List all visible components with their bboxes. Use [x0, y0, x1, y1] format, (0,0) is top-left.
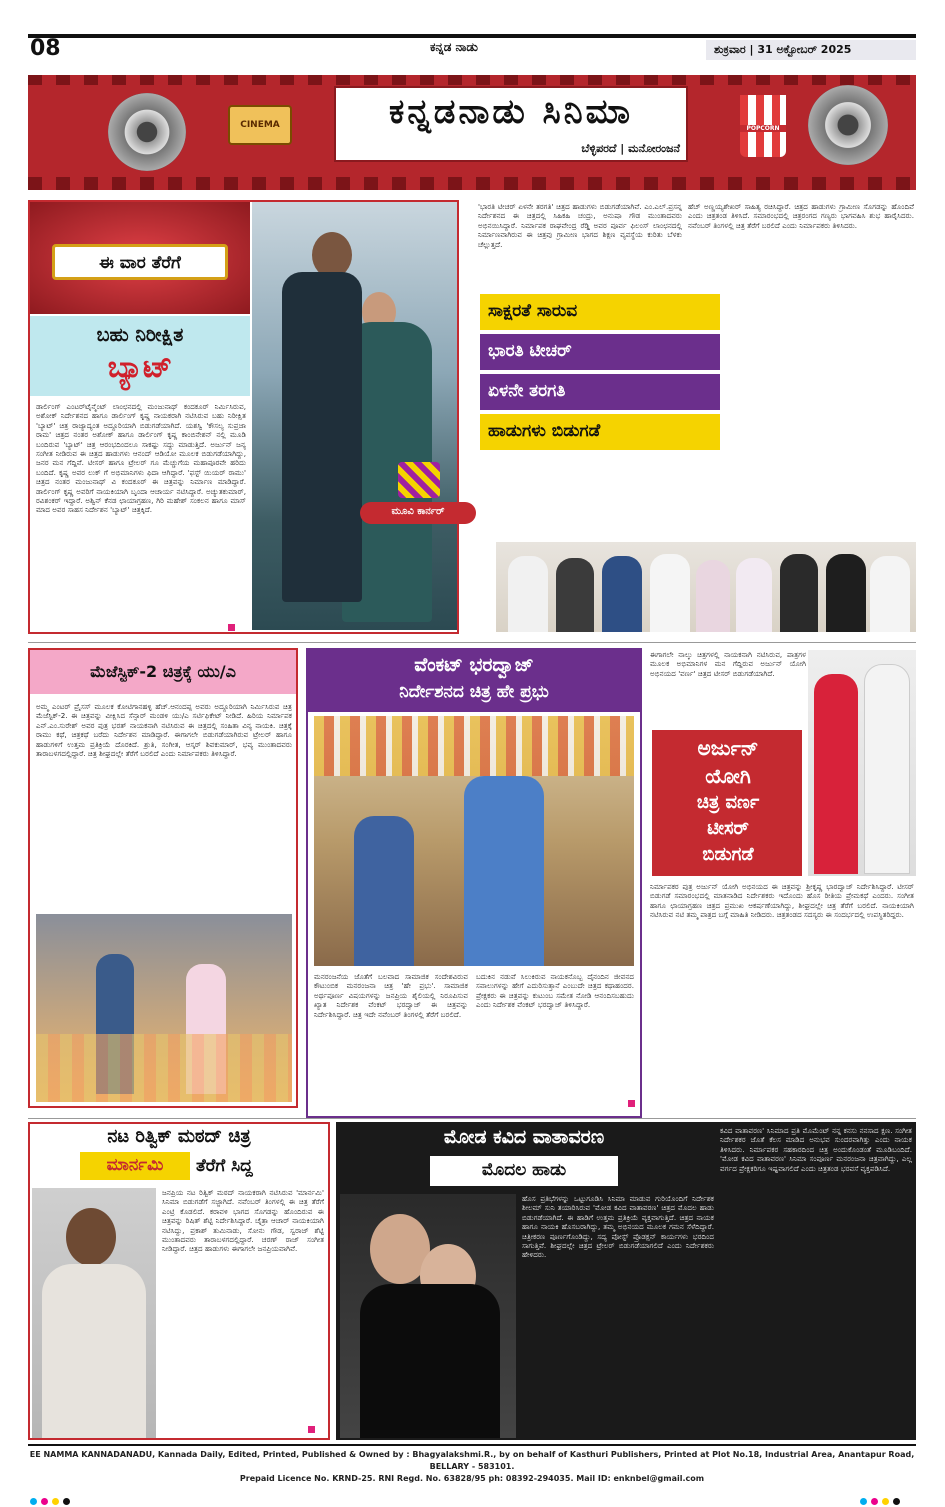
banner-title: ಕನ್ನಡನಾಡು ಸಿನಿಮಾ [389, 92, 633, 132]
bharathi-headline-2: ಭಾರತಿ ಟೀಚರ್ [480, 334, 720, 370]
arjun-photo [808, 650, 916, 876]
section-divider [28, 642, 916, 643]
header-rule [28, 34, 916, 38]
bharathi-team-photo [496, 542, 916, 632]
clapper-icon [398, 462, 440, 498]
issue-date: ಶುಕ್ರವಾರ | 31 ಅಕ್ಟೋಬರ್ 2025 [706, 40, 916, 60]
movie-corner-badge [360, 462, 476, 538]
arjun-article: ನಿರ್ಮಾಪಕರ ಪುತ್ರ ಅರ್ಜುನ್ ಯೋಗಿ ಅಭಿನಯದ ಈ ಚಿತ್ರವನ್ನು ಶ್ರೀಕೃಷ್ಣ ಭಾರದ್ವಾಜ್ ನಿರ್ದೇಶಿಸಿದ್ದಾರೆ. ಟೀಸರ್ ಬಿಡುಗಡೆ ಸಮಾರಂಭದಲ್ಲಿ ಮಾತನಾಡಿದ ನಿರ್ದೇಶಕರು ಇದೊಂದು ಹೊಸ ರೀತಿಯ ಪ್ರೇಮಕಥೆ ಎಂದರು. ಸಂಗೀತ ಹಾಗೂ ಛಾಯಾಗ್ರಹಣ ಚಿತ್ರದ ಪ್ರಮುಖ ಆಕರ್ಷಣೆಯಾಗಿದ್ದು, ಶೀಘ್ರದಲ್ಲೇ ಚಿತ್ರ ತೆರೆಗೆ ಬರಲಿದೆ. ನಾಯಕಿಯಾಗಿ ನಟಿಸಿರುವ ನಟಿ ತಮ್ಮ ಪಾತ್ರದ ಬಗ್ಗೆ ಮಾಹಿತಿ ನೀಡಿದರು. ಚಿತ್ರತಂಡದ ಸದಸ್ಯರು ಈ ಸಂದರ್ಭದಲ್ಲಿ ಉಪಸ್ಥಿತರಿದ್ದರು. [650, 882, 914, 920]
section-divider [28, 1118, 916, 1119]
majestic-article: ಅಮ್ಮ ಎಂಟರ್ ಪ್ರೈಸಸ್ ಮೂಲಕ ಕೋಟಿಗಾನಹಳ್ಳಿ ಹೆಚ್.ಆನಂದಪ್ಪ ಅವರು ಅದ್ದೂರಿಯಾಗಿ ನಿರ್ಮಿಸಿರುವ ಚಿತ್ರ ಮೆಜೆಸ್ಟಿಕ್-2. ಈ ಚಿತ್ರವನ್ನು ವೀಕ್ಷಿಸಿದ ಸೆನ್ಸಾರ್ ಮಂಡಳಿ ಯು/ಎ ಸರ್ಟಿಫಿಕೇಟ್ ನೀಡಿದೆ. ಹಿರಿಯ ನಿರ್ಮಾಪಕ ಎನ್.ಎಂ.ಸುರೇಶ್ ಅವರ ಪುತ್ರ ಭರತ್ ನಾಯಕನಾಗಿ ನಟಿಸಿರುವ ಈ ಚಿತ್ರದಲ್ಲಿ ಸಂಹಿತಾ ವಿನ್ಯ ನಾಯಕಿ. ಚಿತ್ರಕ್ಕೆ ರಾಮು ಕಥೆ, ಚಿತ್ರಕಥೆ ಬರೆದು ನಿರ್ದೇಶನ ಮಾಡಿದ್ದಾರೆ. ಈಗಾಗಲೇ ಬಿಡುಗಡೆಯಾಗಿರುವ ಟ್ರೇಲರ್ ಹಾಗೂ ಹಾಡುಗಳಿಗೆ ಉತ್ತಮ ಪ್ರತಿಕ್ರಿಯೆ ದೊರಕಿದೆ. ಶ್ರುತಿ, ಸಂಗೀತ, ಆಸ್ಕರ್ ಶಿವಕುಮಾರ್, ಭವ್ಯ ಮುಂತಾದವರು ತಾರಾಬಳಗದಲ್ಲಿದ್ದಾರೆ. ಚಿತ್ರ ಶೀಘ್ರದಲ್ಲೇ ತೆರೆಗೆ ಬರಲಿದೆ ಎಂದು ನಿರ್ಮಾಪಕರು ತಿಳಿಸಿದ್ದಾರೆ. [36, 702, 292, 759]
color-registration-left [30, 1490, 74, 1507]
end-mark [228, 624, 235, 631]
movie-corner-label: ಮೂವಿ ಕಾರ್ನರ್ [360, 502, 476, 524]
film-reel-icon [108, 93, 186, 171]
majestic-headline: ಮೆಜೆಸ್ಟಿಕ್-2 ಚಿತ್ರಕ್ಕೆ ಯು/ಎ [30, 650, 296, 694]
arjun-intro: ಈಗಾಗಲೇ ನಾಲ್ಕು ಚಿತ್ರಗಳಲ್ಲಿ ನಾಯಕನಾಗಿ ನಟಿಸಿರುವ, ಪಾತ್ರಗಳ ಮೂಲಕ ಅಭಿಮಾನಿಗಳ ಮನ ಗೆದ್ದಿರುವ ಅರ್ಜುನ್ ಯೋಗಿ ಅಭಿನಯದ 'ವರ್ಣ' ಚಿತ್ರದ ಟೀಸರ್ ಬಿಡುಗಡೆಯಾಗಿದೆ. [650, 650, 806, 678]
cinema-sign: CINEMA [228, 105, 292, 145]
rithik-headline-3: ತೆರೆಗೆ ಸಿದ್ದ [196, 1156, 253, 1176]
film-reel-right-icon [808, 85, 888, 165]
venkat-photo [314, 716, 634, 966]
bharathi-headline-1: ಸಾಕ್ಷರತೆ ಸಾರುವ [480, 294, 720, 330]
arjun-headline-5: ಬಿಡುಗಡೆ [702, 844, 754, 865]
footer [28, 1444, 916, 1484]
rithik-photo [32, 1188, 156, 1438]
banner-subtitle: ಬೆಳ್ಳಿಪರದೆ | ಮನೋರಂಜನೆ [581, 142, 680, 155]
end-mark [628, 1100, 635, 1107]
bharathi-intro-left: 'ಭಾರತಿ ಟೀಚರ್ ಏಳನೇ ತರಗತಿ' ಚಿತ್ರದ ಹಾಡುಗಳು ಬಿಡುಗಡೆಯಾಗಿವೆ. ಎಂ.ಎಲ್.ಪ್ರಸನ್ನ ನಿರ್ದೇಶನದ ಈ ಚಿತ್ರದಲ್ಲಿ ಸಿಹಿಕಹಿ ಚಂದ್ರು, ಅನುಷಾ ಗೌಡ ಮುಂತಾದವರು ಅಭಿನಯಿಸಿದ್ದಾರೆ. ನಿರ್ಮಾಪಕ ರಾಘವೇಂದ್ರ ರೆಡ್ಡಿ ಅವರ ಪೂರ್ವ ಫಿಲಂಸ್ ಲಾಂಛನದಲ್ಲಿ ನಿರ್ಮಾಣವಾಗಿರುವ ಈ ಚಿತ್ರವು ಗ್ರಾಮೀಣ ಭಾಗದ ಶಿಕ್ಷಣ ವ್ಯವಸ್ಥೆಯ ಕುರಿತು ಬೆಳಕು ಚೆಲ್ಲುತ್ತದೆ. [478, 202, 682, 249]
color-registration-right [860, 1490, 904, 1507]
footer-line-2: Prepaid Licence No. KRND-25. RNI Regd. No. 63828/95 ph: 08392-294035. Mail ID: enknbel@gmail.com [239, 1474, 705, 1483]
bharathi-headline-3: ಏಳನೇ ತರಗತಿ [480, 374, 720, 410]
rithik-headline-1: ನಟ ರಿತ್ವಿಕ್ ಮಠದ್ ಚಿತ್ರ [107, 1126, 251, 1147]
venkat-article-right: ಬದುಕಿನ ನಡುವೆ ಸಿಲುಕಿರುವ ನಾಯಕನೊಬ್ಬ ದೈನಂದಿನ ಜೀವನದ ಸವಾಲುಗಳನ್ನು ಹೇಗೆ ಎದುರಿಸುತ್ತಾನೆ ಎಂಬುದೇ ಚಿತ್ರದ ಕಥಾಹಂದರ. ಪ್ರೇಕ್ಷಕರು ಈ ಚಿತ್ರವನ್ನು ಕುಟುಂಬ ಸಮೇತ ನೋಡಿ ಆನಂದಿಸಬಹುದು ಎಂದು ನಿರ್ದೇಶಕ ವೆಂಕಟ್ ಭರದ್ವಾಜ್ ತಿಳಿಸಿದ್ದಾರೆ. [476, 972, 634, 1010]
moda-article-right: ಕವಿದ ವಾತಾವರಣ' ಸಿನಿಮಾದ ಪ್ರತಿ ಮೊಮೆಂಟ್ ನನ್ನ ಕನಸು ನನಸಾದ ಕ್ಷಣ. ಸಂಗೀತ ನಿರ್ದೇಶಕರ ಜೊತೆ ಕೆಲಸ ಮಾಡಿದ ಅನುಭವ ಸುಂದರವಾಗಿತ್ತು ಎಂದು ನಾಯಕ ತಿಳಿಸಿದರು. ನಿರ್ಮಾಪಕರ ಸಹಕಾರದಿಂದ ಚಿತ್ರ ಅಂದುಕೊಂಡಂತೆ ಮೂಡಿಬಂದಿದೆ. 'ಮೋಡ ಕವಿದ ವಾತಾವರಣ' ಸಿನಿಮಾ ಸಂಪೂರ್ಣ ಮನರಂಜನಾ ಚಿತ್ರವಾಗಿದ್ದು, ಎಲ್ಲ ವರ್ಗದ ಪ್ರೇಕ್ಷಕರಿಗೂ ಇಷ್ಟವಾಗಲಿದೆ ಎಂದು ಚಿತ್ರತಂಡ ಭರವಸೆ ವ್ಯಕ್ತಪಡಿಸಿದೆ. [720, 1126, 912, 1173]
bat-article: ಡಾರ್ಲಿಂಗ್ ಎಂಟರ್‌ಟೈನ್ಮೆಂಟ್ ಲಾಂಛನದಲ್ಲಿ ಮಂಜುನಾಥ್ ಕಂದಕೂರ್ ನಿರ್ಮಿಸಿರುವ, ಅಶೋಕ್ ನಿರ್ದೇಶನದ ಹಾಗೂ ಡಾರ್ಲಿಂಗ್ ಕೃಷ್ಣ ನಾಯಕರಾಗಿ ನಟಿಸಿರುವ ಬಹು ನಿರೀಕ್ಷಿತ 'ಬ್ಯಾಟ್' ಚಿತ್ರ ರಾಜ್ಯಾದ್ಯಂತ ಅದ್ದೂರಿಯಾಗಿ ಬಿಡುಗಡೆಯಾಗಿದೆ. ಯಶಸ್ವಿ 'ಕೌಸಲ್ಯ ಸುಪ್ರಜಾ ರಾಮ' ಚಿತ್ರದ ನಂತರ ಅಶೋಕ್ ಹಾಗೂ ಡಾರ್ಲಿಂಗ್ ಕೃಷ್ಣ ಕಾಂಬಿನೇಶನ್ ನಲ್ಲಿ ಮೂಡಿ ಬಂದಿರುವ 'ಬ್ಯಾಟ್' ಚಿತ್ರ ಆರಂಭದಿಂದಲೂ ಸಾಕಷ್ಟು ಸದ್ದು ಮಾಡುತ್ತಿದೆ. ಅರ್ಜುನ್ ಜನ್ಯ ಸಂಗೀತ ನೀಡಿರುವ ಈ ಚಿತ್ರದ ಹಾಡುಗಳು ಆನಂದ್ ಆಡಿಯೋ ಮೂಲಕ ಬಿಡುಗಡೆಯಾಗಿದ್ದು, ಜನರ ಮನ ಗೆದ್ದಿವೆ. ಟೀಸರ್ ಹಾಗೂ ಟ್ರೇಲರ್ ಗೂ ಮೆಚ್ಚುಗೆಯ ಮಹಾಪೂರವೇ ಹರಿದು ಬಂದಿದೆ. ಕೃಷ್ಣ ಅವರ ಲುಕ್ ಗೆ ಅಭಿಮಾನಿಗಳು ಫಿದಾ ಆಗಿದ್ದಾರೆ. 'ಫಸ್ಟ್ ಯಿಯರ್ ರಾಮು' ಚಿತ್ರದ ನಂತರ ಮಂಜುನಾಥ್ ವಿ ಕಂದಕೂರ್ ಈ ಚಿತ್ರವನ್ನು ನಿರ್ಮಾಣ ಮಾಡಿದ್ದಾರೆ. ಡಾರ್ಲಿಂಗ್ ಕೃಷ್ಣ ಅವರಿಗೆ ನಾಯಕಿಯಾಗಿ ಬೃಂದಾ ಆಚಾರ್ಯ ನಟಿಸಿದ್ದಾರೆ. ಅಚ್ಯುತಕುಮಾರ್, ರವಿಶಂಕರ್ ಇದ್ದಾರೆ. ಅಶ್ವಿನ್ ಕೆನಡ ಛಾಯಾಗ್ರಹಣ, ಗಿರಿ ಮಹೇಶ್ ಸಂಕಲನ ಹಾಗೂ ಮಾಸ್ ಮಾದ ಅವರ ಸಾಹಸ ನಿರ್ದೇಶನ 'ಬ್ಯಾಟ್' ಚಿತ್ರಕ್ಕಿದೆ. [36, 402, 246, 515]
popcorn-label: POPCORN [740, 125, 786, 132]
page-number: 08 [30, 36, 61, 61]
bharathi-intro-right: ಹೆಚ್ ಅಣ್ಣಯ್ಯಶೇಖರ್ ಸಾಹಿತ್ಯ ರಚಿಸಿದ್ದಾರೆ. ಚಿತ್ರದ ಹಾಡುಗಳು ಗ್ರಾಮೀಣ ಸೊಗಡನ್ನು ಹೊಂದಿವೆ ಎಂದು ಚಿತ್ರತಂಡ ತಿಳಿಸಿದೆ. ಸಮಾರಂಭದಲ್ಲಿ ಚಿತ್ರರಂಗದ ಗಣ್ಯರು ಭಾಗವಹಿಸಿ ಶುಭ ಹಾರೈಸಿದರು. ನವೆಂಬರ್ ತಿಂಗಳಲ್ಲಿ ಚಿತ್ರ ತೆರೆಗೆ ಬರಲಿದೆ ಎಂದು ನಿರ್ಮಾಪಕರು ತಿಳಿಸಿದರು. [688, 202, 914, 230]
rithik-article: ಜನಪ್ರಿಯ ನಟ ರಿತ್ವಿಕ್ ಮಠದ್ ನಾಯಕರಾಗಿ ನಟಿಸಿರುವ 'ಮಾರ್ನಮಿ' ಸಿನಿಮಾ ಬಿಡುಗಡೆಗೆ ಸಜ್ಜಾಗಿದೆ. ನವೆಂಬರ್ ತಿಂಗಳಲ್ಲಿ ಈ ಚಿತ್ರ ತೆರೆಗೆ ಎಂಟ್ರಿ ಕೊಡಲಿದೆ. ಕರಾವಳಿ ಭಾಗದ ಸೊಗಡನ್ನು ಹೊಂದಿರುವ ಈ ಚಿತ್ರವನ್ನು ರಿಷಿತ್ ಶೆಟ್ಟಿ ನಿರ್ದೇಶಿಸಿದ್ದಾರೆ. ಚೈತ್ರಾ ಆಚಾರ್ ನಾಯಕಿಯಾಗಿ ನಟಿಸಿದ್ದು, ಪ್ರಕಾಶ್ ತುಮಿನಾಡು, ಸೋನು ಗೌಡ, ಸ್ವರಾಜ್ ಶೆಟ್ಟಿ ಮುಂತಾದವರು ತಾರಾಬಳಗದಲ್ಲಿದ್ದಾರೆ. ಚರಣ್ ರಾಜ್ ಸಂಗೀತ ನೀಡಿದ್ದಾರೆ. ಚಿತ್ರದ ಹಾಡುಗಳು ಈಗಾಗಲೇ ಜನಪ್ರಿಯವಾಗಿವೆ. [162, 1188, 324, 1254]
moda-headline-1: ಮೋಡ ಕವಿದ ವಾತಾವರಣ [443, 1126, 605, 1148]
this-week-label: ಈ ವಾರ ತೆರೆಗೆ [52, 244, 228, 280]
moda-article-left: ಹೊಸ ಪ್ರತಿಭೆಗಳನ್ನು ಒಟ್ಟುಗೂಡಿಸಿ ಸಿನಿಮಾ ಮಾಡುವ ಗುರಿಯೊಂದಿಗೆ ನಿರ್ದೇಶಕ ಶೀಲಮ್ ಸುನಿ ತಯಾರಿಸಿರುವ 'ಮೋಡ ಕವಿದ ವಾತಾವರಣ' ಚಿತ್ರದ ಮೊದಲ ಹಾಡು ಬಿಡುಗಡೆಯಾಗಿದೆ. ಈ ಹಾಡಿಗೆ ಉತ್ತಮ ಪ್ರತಿಕ್ರಿಯೆ ವ್ಯಕ್ತವಾಗುತ್ತಿದೆ. ಚಿತ್ರದ ನಾಯಕ ಹಾಗೂ ನಾಯಕಿ ಹೊಸಬರಾಗಿದ್ದು, ತಮ್ಮ ಅಭಿನಯದ ಮೂಲಕ ಗಮನ ಸೆಳೆದಿದ್ದಾರೆ. ಚಿತ್ರೀಕರಣ ಪೂರ್ಣಗೊಂಡಿದ್ದು, ಸದ್ಯ ಪೋಸ್ಟ್ ಪ್ರೊಡಕ್ಷನ್ ಕಾರ್ಯಗಳು ಭರದಿಂದ ಸಾಗುತ್ತಿವೆ. ಶೀಘ್ರದಲ್ಲೇ ಚಿತ್ರದ ಟ್ರೇಲರ್ ಬಿಡುಗಡೆಯಾಗಲಿದೆ ಎಂದು ನಿರ್ದೇಶಕರು ಹೇಳಿದರು. [522, 1194, 714, 1260]
bat-headline-2: ಬ್ಯಾಟ್ [107, 350, 173, 385]
venkat-headline-1: ವೆಂಕಟ್ ಭರದ್ವಾಜ್ [414, 654, 534, 676]
majestic-photo [36, 914, 292, 1102]
moda-photo [340, 1194, 516, 1438]
arjun-headline-4: ಟೀಸರ್ [707, 818, 749, 839]
bharathi-headline-4: ಹಾಡುಗಳು ಬಿಡುಗಡೆ [480, 414, 720, 450]
rithik-headline-2: ಮಾರ್ನಮಿ [80, 1152, 190, 1180]
venkat-headline-2: ನಿರ್ದೇಶನದ ಚಿತ್ರ ಹೇ ಪ್ರಭು [399, 682, 549, 702]
end-mark [308, 1426, 315, 1433]
arjun-headline-1: ಅರ್ಜುನ್ [697, 736, 759, 760]
moda-headline-2: ಮೊದಲ ಹಾಡು [430, 1156, 618, 1186]
bat-headline-1: ಬಹು ನಿರೀಕ್ಷಿತ [96, 324, 184, 346]
footer-line-1: EE NAMMA KANNADANADU, Kannada Daily, Edited, Printed, Published & Owned by : Bhagyalakshmi.R., by on behalf of Kasthuri Publishers, Printed at Plot No.18, Industrial Area, Anantapur Road, BELLARY - 583101. [29, 1450, 915, 1471]
venkat-article-left: ಮನರಂಜನೆಯ ಜೊತೆಗೆ ಬಲವಾದ ಸಾಮಾಜಿಕ ಸಂದೇಶವಿರುವ ಕೌಟುಂಬಿಕ ಮನರಂಜನಾ ಚಿತ್ರ 'ಹೇ ಪ್ರಭು'. ಸಾಮಾಜಿಕ ಅರ್ಥಪೂರ್ಣ ವಿಷಯಗಳನ್ನು ಜನಪ್ರಿಯ ಶೈಲಿಯಲ್ಲಿ ನಿರೂಪಿಸುವ ಖ್ಯಾತ ನಿರ್ದೇಶಕ ವೆಂಕಟ್ ಭರದ್ವಾಜ್ ಈ ಚಿತ್ರವನ್ನು ನಿರ್ದೇಶಿಸಿದ್ದಾರೆ. ಚಿತ್ರ ಇದೇ ನವೆಂಬರ್ ತಿಂಗಳಲ್ಲಿ ತೆರೆಗೆ ಬರಲಿದೆ. [314, 972, 468, 1019]
arjun-headline-3: ಚಿತ್ರ ವರ್ಣ [696, 792, 760, 813]
bat-poster-photo [252, 202, 457, 630]
arjun-headline-2: ಯೋಗಿ [705, 764, 751, 788]
paper-name: ಕನ್ನಡ ನಾಡು [430, 40, 478, 54]
